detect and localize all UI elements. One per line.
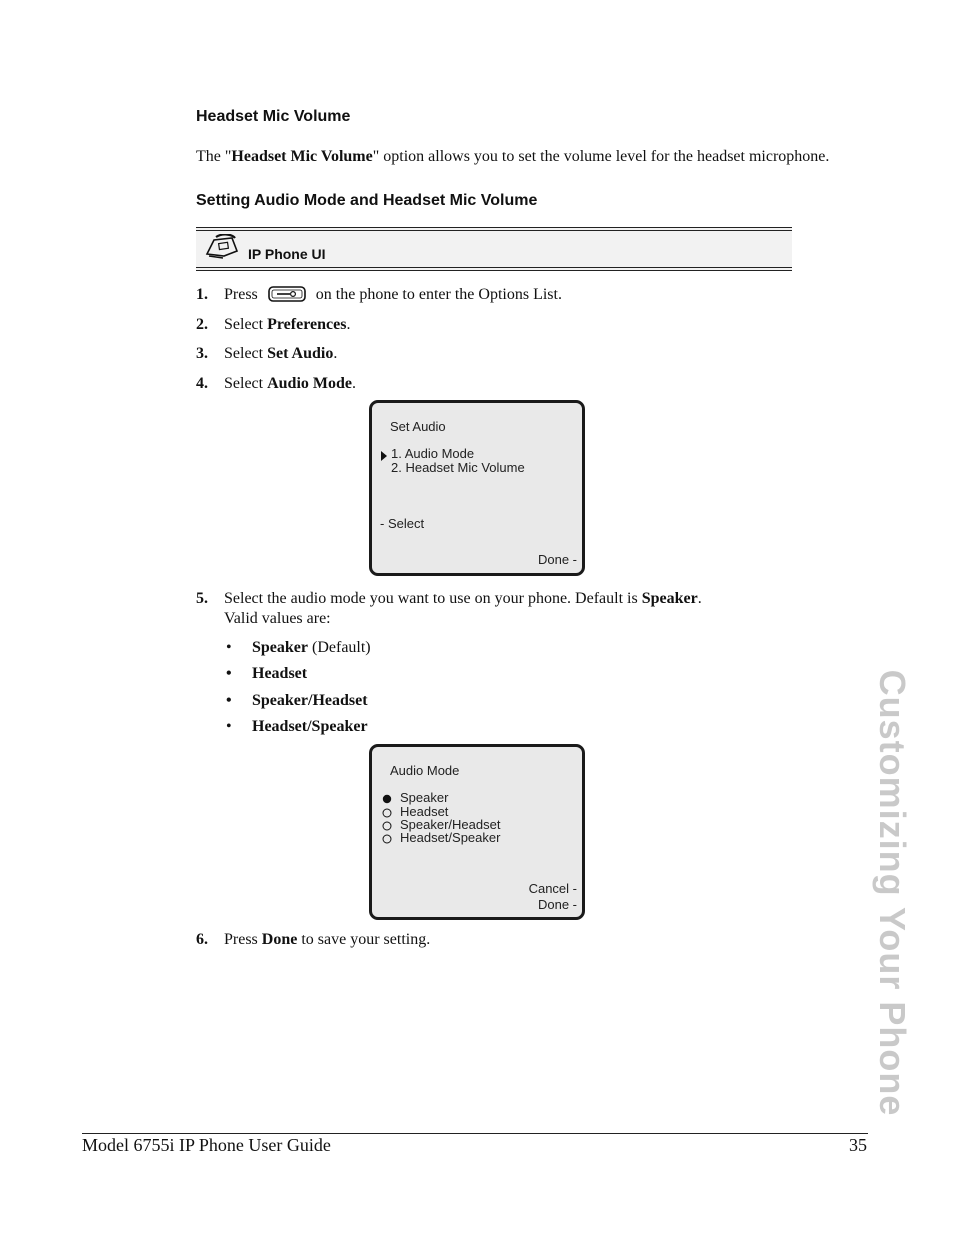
step-4 [196,374,796,394]
option-speaker-headset[interactable]: Speaker/Headset [400,817,501,832]
softkey-done[interactable]: Done - [537,552,577,567]
ui-bar-bottom-rule [196,270,792,271]
step-text [224,344,337,364]
option-headset-speaker[interactable]: Headset/Speaker [400,830,501,845]
step-text-line2: Valid values are: [224,610,331,627]
footer-guide-title: Model 6755i IP Phone User Guide [82,1135,331,1155]
step-text-post: . [333,345,338,362]
step-text-pre: Select the audio mode you want to use on your phone. Default is [224,590,642,607]
softkey-cancel[interactable]: Cancel - [528,881,577,896]
step-text-bold: Audio Mode [267,375,352,392]
audio-mode-screen [369,744,585,920]
step-number: 5. [196,590,208,607]
step-text-bold: Set Audio [267,345,334,362]
radio-selected-icon [382,794,392,804]
step-text-pre: Select [224,375,268,392]
step-text-pre: Select [224,345,268,362]
list-item [252,692,368,710]
list-bullet: • [226,639,232,656]
step-text-post: on the phone to enter the Options List. [315,286,562,303]
step-1 [196,285,796,305]
list-bullet: • [226,692,232,709]
step-text [224,285,562,305]
step-text-bold: Done [261,931,298,948]
option-headset[interactable]: Headset [400,804,449,819]
screen-title: Set Audio [390,419,446,434]
selection-arrow-icon [380,450,388,462]
ui-bar-label: IP Phone UI [248,246,326,262]
option-speaker[interactable]: Speaker [400,790,449,805]
step-number: 2. [196,316,208,333]
intro-text-bold: Headset Mic Volume [231,148,373,165]
step-number: 3. [196,345,208,362]
list-bullet: • [226,665,232,682]
step-5 [196,589,816,629]
intro-text-post: " option allows you to set the volume level for the headset microphone. [372,148,830,165]
list-item [252,718,368,736]
set-audio-screen [369,400,585,576]
step-6 [196,930,796,950]
step-text-post: to save your setting. [297,931,431,948]
intro-paragraph [196,147,829,167]
step-number: 1. [196,286,208,303]
list-item [252,639,371,657]
menu-item-headset-mic-volume[interactable]: 2. Headset Mic Volume [391,460,525,475]
step-text [224,589,702,609]
step-text-pre: Press [224,931,262,948]
footer-rule [82,1133,868,1134]
ui-bar-bottom-rule-inner [196,267,792,268]
step-text-post: . [352,375,356,392]
screen-title: Audio Mode [390,763,460,778]
softkey-select[interactable]: - Select [380,516,425,531]
step-number: 4. [196,375,208,392]
menu-item-audio-mode[interactable]: 1. Audio Mode [391,446,475,461]
step-text-bold: Speaker [641,590,698,607]
step-text-pre: Press [224,286,258,303]
ui-bar-top-rule-inner [196,230,792,231]
radio-unselected-icon [382,834,392,844]
radio-unselected-icon [382,808,392,818]
step-text-post: . [697,590,702,607]
step-text [224,930,430,950]
list-item-bold: Headset/Speaker [252,718,368,735]
list-item-bold: Speaker/Headset [252,692,368,709]
list-item [252,665,307,683]
list-item-bold: Speaker [252,639,308,656]
list-bullet: • [226,718,232,735]
step-text [224,315,350,335]
footer-page-number: 35 [849,1135,867,1155]
options-key-icon [268,286,306,302]
sub-heading: Setting Audio Mode and Headset Mic Volume [196,192,538,209]
step-text [224,374,356,394]
list-item-rest: (Default) [308,639,371,656]
chapter-side-title [862,669,922,1117]
step-3 [196,344,796,364]
step-2 [196,315,796,335]
phone-handset-icon [204,234,240,260]
list-item-bold: Headset [252,665,308,682]
step-text-post: . [346,316,351,333]
radio-unselected-icon [382,821,392,831]
step-text-bold: Preferences [267,316,347,333]
ui-bar-top-rule [196,227,792,228]
step-number: 6. [196,931,208,948]
intro-text-pre: The " [196,148,232,165]
chapter-side-title-text: Customizing Your Phone [872,669,913,1117]
section-heading: Headset Mic Volume [196,108,351,125]
ip-phone-ui-bar [196,227,792,271]
step-text-pre: Select [224,316,268,333]
softkey-done[interactable]: Done - [537,897,577,912]
